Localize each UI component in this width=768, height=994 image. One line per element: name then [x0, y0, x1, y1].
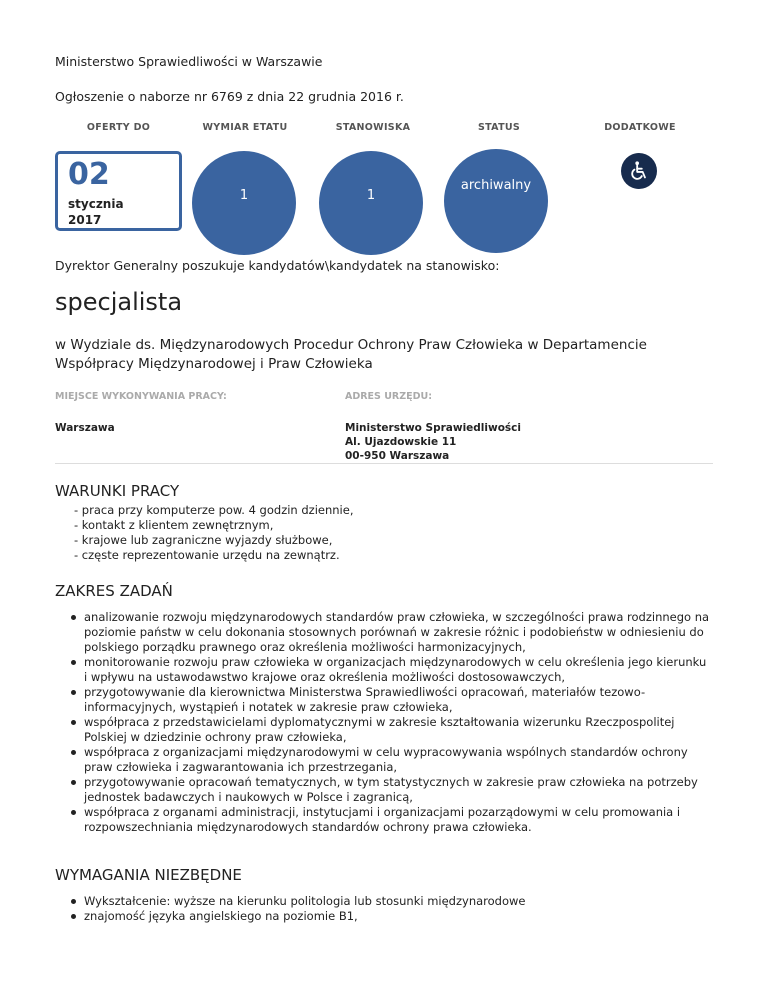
address-line-2: Al. Ujazdowskie 11 [345, 436, 457, 448]
location-label: MIEJSCE WYKONYWANIA PRACY: [55, 391, 227, 402]
intro-text: Dyrektor Generalny poszukuje kandydatów\kandydatek na stanowisko: [55, 258, 500, 273]
positions-value: 1 [366, 188, 376, 203]
list-item: Wykształcenie: wyższe na kierunku politologia lub stosunki międzynarodowe [68, 894, 713, 909]
department-text: w Wydziale ds. Międzynarodowych Procedur Ochrony Praw Człowieka w Departamencie Współpracy Międzynarodowej i Praw Człowieka [55, 337, 647, 372]
address-line-3: 00-950 Warszawa [345, 450, 450, 462]
positions-header: STANOWISKA [335, 122, 411, 133]
location-value: Warszawa [55, 422, 115, 434]
list-item: monitorowanie rozwoju praw człowieka w organizacjach międzynarodowych w celu określenia jego kierunku i wpływu na ustawodawstwo krajowe oraz określenia możliwości dostosowawczych, [68, 655, 713, 685]
work-time-badge [192, 151, 296, 255]
deadline-year: 2017 [68, 213, 102, 227]
deadline-box [55, 151, 182, 231]
list-item: przygotowywanie dla kierownictwa Ministerstwa Sprawiedliwości opracowań, materiałów tezowo-informacyjnych, wystąpień i notatek w zakresie praw człowieka, [68, 685, 713, 715]
work-time-header: WYMIAR ETATU [202, 122, 288, 133]
ministry-name: Ministerstwo Sprawiedliwości w Warszawie [55, 54, 323, 69]
list-item: współpraca z organami administracji, instytucjami i organizacjami pozarządowymi w celu promowania i rozpowszechniania międzynarodowych standardów ochrony prawa człowieka. [68, 805, 713, 835]
list-item: współpraca z przedstawicielami dyplomatycznymi w zakresie kształtowania wizerunku Rzeczpospolitej Polskiej w dziedzinie ochrony praw człowieka, [68, 715, 713, 745]
status-header: STATUS [477, 122, 521, 133]
list-item: współpraca z organizacjami międzynarodowymi w celu wypracowywania wspólnych standardów ochrony praw człowieka i zagwarantowania ich przestrzegania, [68, 745, 713, 775]
wheelchair-icon [621, 153, 657, 189]
divider [55, 463, 713, 464]
conditions-heading: WARUNKI PRACY [55, 482, 180, 500]
announcement-line: Ogłoszenie o naborze nr 6769 z dnia 22 grudnia 2016 r. [55, 89, 404, 104]
positions-badge [319, 151, 423, 255]
address-label: ADRES URZĘDU: [345, 391, 432, 402]
list-item: przygotowywanie opracowań tematycznych, w tym statystycznych w zakresie praw człowieka na potrzeby jednostek badawczych i naukowych w Polsce i zagranicą, [68, 775, 713, 805]
duties-heading: ZAKRES ZADAŃ [55, 582, 173, 600]
status-badge [444, 149, 548, 253]
deadline-month: stycznia [68, 197, 124, 211]
offers-until-header: OFERTY DO [86, 122, 151, 133]
status-value: archiwalny [460, 178, 532, 193]
extra-header: DODATKOWE [604, 122, 676, 133]
address-line-1: Ministerstwo Sprawiedliwości [345, 422, 521, 434]
address-block [345, 421, 521, 463]
list-item: - praca przy komputerze pow. 4 godzin dziennie, [74, 503, 354, 517]
list-item: analizowanie rozwoju międzynarodowych standardów praw człowieka, w szczególności prawa rodzinnego na poziomie państw w celu dokonania stosownych porównań w zakresie różnic i podobieństw w odniesieniu do polskiego porządku prawnego oraz określenia możliwości harmonizacyjnych, [68, 610, 713, 655]
list-item: znajomość języka angielskiego na poziomie B1, [68, 909, 713, 924]
deadline-day: 02 [68, 157, 110, 192]
list-item: - częste reprezentowanie urzędu na zewnątrz. [74, 548, 340, 562]
requirements-list [68, 894, 713, 924]
requirements-heading: WYMAGANIA NIEZBĘDNE [55, 866, 242, 884]
job-title: specjalista [55, 288, 183, 316]
list-item: - kontakt z klientem zewnętrznym, [74, 518, 274, 532]
duties-list [68, 610, 713, 835]
work-time-value: 1 [239, 188, 249, 203]
conditions-list [74, 503, 353, 563]
list-item: - krajowe lub zagraniczne wyjazdy służbowe, [74, 533, 333, 547]
